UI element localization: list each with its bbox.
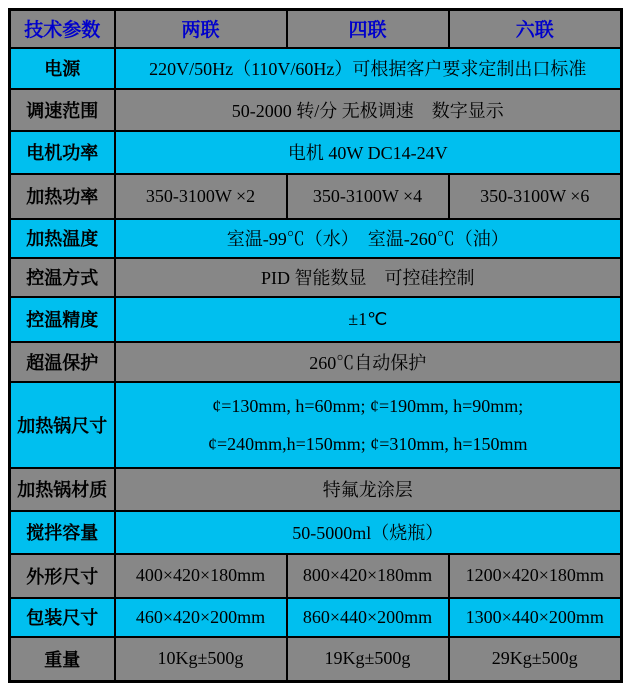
- row-label: 超温保护: [10, 342, 115, 382]
- table-row-weight: [10, 637, 622, 682]
- pot-size-line-1: ¢=130mm, h=60mm; ¢=190mm, h=90mm;: [212, 395, 524, 416]
- row-label: 外形尺寸: [10, 554, 115, 598]
- table-row-temp-accuracy: [10, 297, 622, 342]
- table-header-row: [10, 10, 622, 48]
- row-label: 调速范围: [10, 89, 115, 131]
- cell-value: 400×420×180mm: [115, 554, 287, 598]
- row-label: 控温精度: [10, 297, 115, 342]
- table-row-heating-power: [10, 174, 622, 219]
- row-value: 室温-99℃（水） 室温-260℃（油）: [115, 219, 622, 258]
- pot-size-line-2: ¢=240mm,h=150mm; ¢=310mm, h=150mm: [207, 433, 528, 454]
- cell-value: 29Kg±500g: [449, 637, 622, 682]
- row-value: [115, 382, 622, 468]
- row-label: 加热锅尺寸: [10, 382, 115, 468]
- table-row-heating-temp: [10, 219, 622, 258]
- row-value: PID 智能数显 可控硅控制: [115, 258, 622, 297]
- cell-value: 19Kg±500g: [287, 637, 449, 682]
- row-value: 50-5000ml（烧瓶）: [115, 511, 622, 554]
- table-row-packing-dimensions: [10, 598, 622, 637]
- cell-value: 350-3100W ×4: [287, 174, 449, 219]
- header-col-duplex: 两联: [115, 10, 287, 48]
- row-value: 电机 40W DC14-24V: [115, 131, 622, 174]
- row-label: 重量: [10, 637, 115, 682]
- cell-value: 800×420×180mm: [287, 554, 449, 598]
- row-label: 包装尺寸: [10, 598, 115, 637]
- row-label: 加热温度: [10, 219, 115, 258]
- row-value: 特氟龙涂层: [115, 468, 622, 511]
- cell-value: 860×440×200mm: [287, 598, 449, 637]
- cell-value: 1300×440×200mm: [449, 598, 622, 637]
- table-row-pot-material: [10, 468, 622, 511]
- cell-value: 10Kg±500g: [115, 637, 287, 682]
- table-row-overtemp-protection: [10, 342, 622, 382]
- cell-value: 350-3100W ×2: [115, 174, 287, 219]
- header-param-label: 技术参数: [10, 10, 115, 48]
- row-label: 控温方式: [10, 258, 115, 297]
- table-row-pot-size: [10, 382, 622, 468]
- header-col-quad: 四联: [287, 10, 449, 48]
- header-col-six: 六联: [449, 10, 622, 48]
- row-label: 加热锅材质: [10, 468, 115, 511]
- table-row-temp-control-mode: [10, 258, 622, 297]
- row-label: 电源: [10, 48, 115, 89]
- table-row-power-supply: [10, 48, 622, 89]
- table-row-outer-dimensions: [10, 554, 622, 598]
- row-label: 加热功率: [10, 174, 115, 219]
- table-row-speed-range: [10, 89, 622, 131]
- table-row-motor-power: [10, 131, 622, 174]
- cell-value: 350-3100W ×6: [449, 174, 622, 219]
- cell-value: 460×420×200mm: [115, 598, 287, 637]
- specs-table: [8, 8, 623, 683]
- cell-value: 1200×420×180mm: [449, 554, 622, 598]
- row-value: ±1℃: [115, 297, 622, 342]
- table-row-stirring-capacity: [10, 511, 622, 554]
- row-label: 电机功率: [10, 131, 115, 174]
- row-label: 搅拌容量: [10, 511, 115, 554]
- row-value: 220V/50Hz（110V/60Hz）可根据客户要求定制出口标准: [115, 48, 622, 89]
- row-value: 260℃自动保护: [115, 342, 622, 382]
- row-value: 50-2000 转/分 无极调速 数字显示: [115, 89, 622, 131]
